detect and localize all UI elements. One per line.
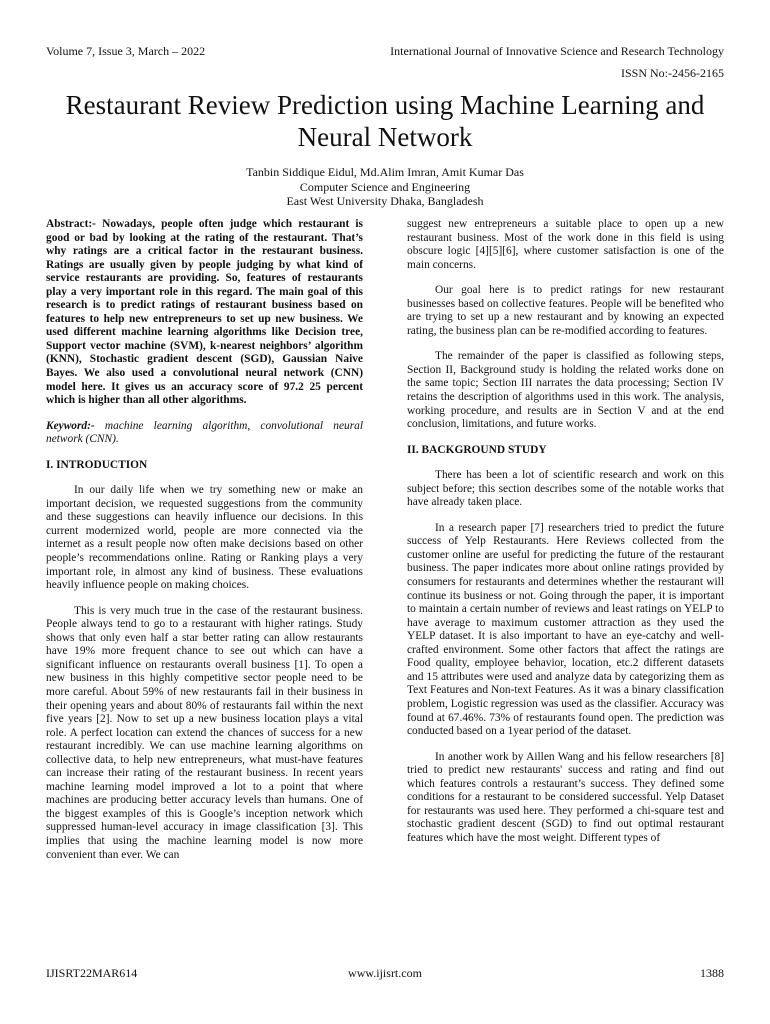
background-heading: II. BACKGROUND STUDY [407,443,547,456]
intro-paragraph-3: suggest new entrepreneurs a suitable place to open up a new restaurant business. Most of the work done in this field is using obscure logic [4][5][6], where customer satisfaction is one of the main concerns. [407,218,724,271]
abstract-text: Nowadays, people often judge which restaurant is good or bad by looking at the rating of the restaurant. That’s why ratings are a critical factor in the restaurant business. Ratings are usually given by people judging by what kind of service restaurants are providing. So, features of restaurants play a very important role in this regard. The main goal of this research is to predict ratings of restaurant business based on features to help new entrepreneurs to set up new business. We used different machine learning algorithms like Decision tree, Support vector machine (SVM), k-nearest neighbors’ algorithm (KNN), Stochastic gradient descent (SGD), Gaussian Naive Bayes. We also used a convolutional neural network (CNN) model here. It gives us an accuracy score of 97.2 25 percent which is higher than all other algorithms. [46,218,363,407]
volume-info: Volume 7, Issue 3, March – 2022 [46,44,206,58]
intro-paragraph-5: The remainder of the paper is classified as following steps, Section II, Background study is holding the related works done on the same topic; Section III narrates the data processing; Section IV retains the description of algorithms used in this work. The analysis, working procedure, and results are in Section V and at the end conclusion, limitations, and future works. [407,350,724,431]
keywords-text: machine learning algorithm, convolutional neural network (CNN). [46,419,363,446]
left-column [46,218,363,874]
page-number: 1388 [700,966,724,980]
issn-number: ISSN No:-2456-2165 [620,66,724,80]
keywords-label: Keyword:- [46,419,95,432]
intro-paragraph-2: This is very much true in the case of the restaurant business. People always tend to go to a restaurant with higher ratings. Study shows that only even half a star better rating can allow restaurants have 19% more frequent chance to see out which can have a significant influence on restaurants overall business [1]. To open a new business in this highly competitive sector people need to be more careful. About 59% of new restaurants fail in their business in their opening years and about 80% of restaurants fail within the next five years [2]. Now to set up a new business location plays a vital role. A perfect location can extend the chances of success for a new restaurant incredibly. We can use machine learning algorithms on collective data, to help new entrepreneurs, what must-have features can increase their rating of the restaurant business. In recent years machine learning model improved a lot to a point that where machines are producing better accuracy levels than humans. One of the biggest examples of this is Google’s inception network which suppressed human-level accuracy in image classification [3]. This implies that using the machine learning model is now more convenient than ever. We can [46,604,363,861]
keywords-paragraph [46,420,363,447]
abstract-paragraph [46,218,363,408]
journal-name: International Journal of Innovative Science and Research Technology [390,44,724,58]
author-names: Tanbin Siddique Eidul, Md.Alim Imran, Amit Kumar Das [246,165,524,179]
background-paragraph-2: In a research paper [7] researchers tried to predict the future success of Yelp Restaurants. Here Reviews collected from the customer online are useful for predicting the future of the restaurant business. The paper indicates more about online ratings provided by consumers for restaurants and determines whether the restaurant will continue its business or not. Going through the paper, it is important to maintain a certain number of reviews and least ratings on YELP to have average to maximum customer attraction as they used the YELP dataset. It is also important to have an eye-catchy and well-crafted environment. Some other factors that affect the ratings are Food quality, employee behavior, location, etc.2 different datasets and 15 attributes were used and analyze data by categorizing them as Text Features and Non-text Features. As it was a binary classification problem, Logistic regression was used as the classifier. Accuracy was found at 67.46%. 73% of restaurants found open. The prediction was conducted based on a 1year period of the dataset. [407,521,724,738]
background-paragraph-3: In another work by Aillen Wang and his fellow researchers [8] tried to predict new restaurants' success and rating and find out which features controls a restaurant’s success. They defined some conditions for a restaurant to be considered successful. Yelp Dataset for restaurants was used here. They performed a chi-square test and stochastic gradient descent (SGD) to find out optimal restaurant features which have the most weight. Different types of [407,750,724,844]
author-department: Computer Science and Engineering [299,179,471,194]
footer-paper-id: IJISRT22MAR614 [46,966,138,980]
intro-paragraph-1: In our daily life when we try something new or make an important decision, we requested suggestions from the community and these suggestions can heavily influence our decisions. In this current modernized world, people are more connected via the internet as a result people now often make decisions based on other people’s recommendations online. Rating or Ranking plays a very important role, in almost any kind of business. These evaluations heavily influence people on making choices. [46,484,363,592]
abstract-label: Abstract:- [46,218,96,230]
background-paragraph-1: There has been a lot of scientific research and work on this subject before; this section describes some of the notable works that have already taken place. [407,469,724,509]
author-block [40,165,730,209]
intro-paragraph-4: Our goal here is to predict ratings for new restaurant businesses based on collective features. People will be benefited who are trying to set up a new restaurant and by knowing an expected rating, the business plan can be re-modified according to features. [407,284,724,337]
right-column [407,218,724,857]
author-university: East West University Dhaka, Bangladesh [286,194,484,208]
footer-url[interactable]: www.ijisrt.com [348,966,422,980]
paper-title: Restaurant Review Prediction using Machine Learning and Neural Network [65,90,705,152]
introduction-heading: I. INTRODUCTION [46,458,148,471]
